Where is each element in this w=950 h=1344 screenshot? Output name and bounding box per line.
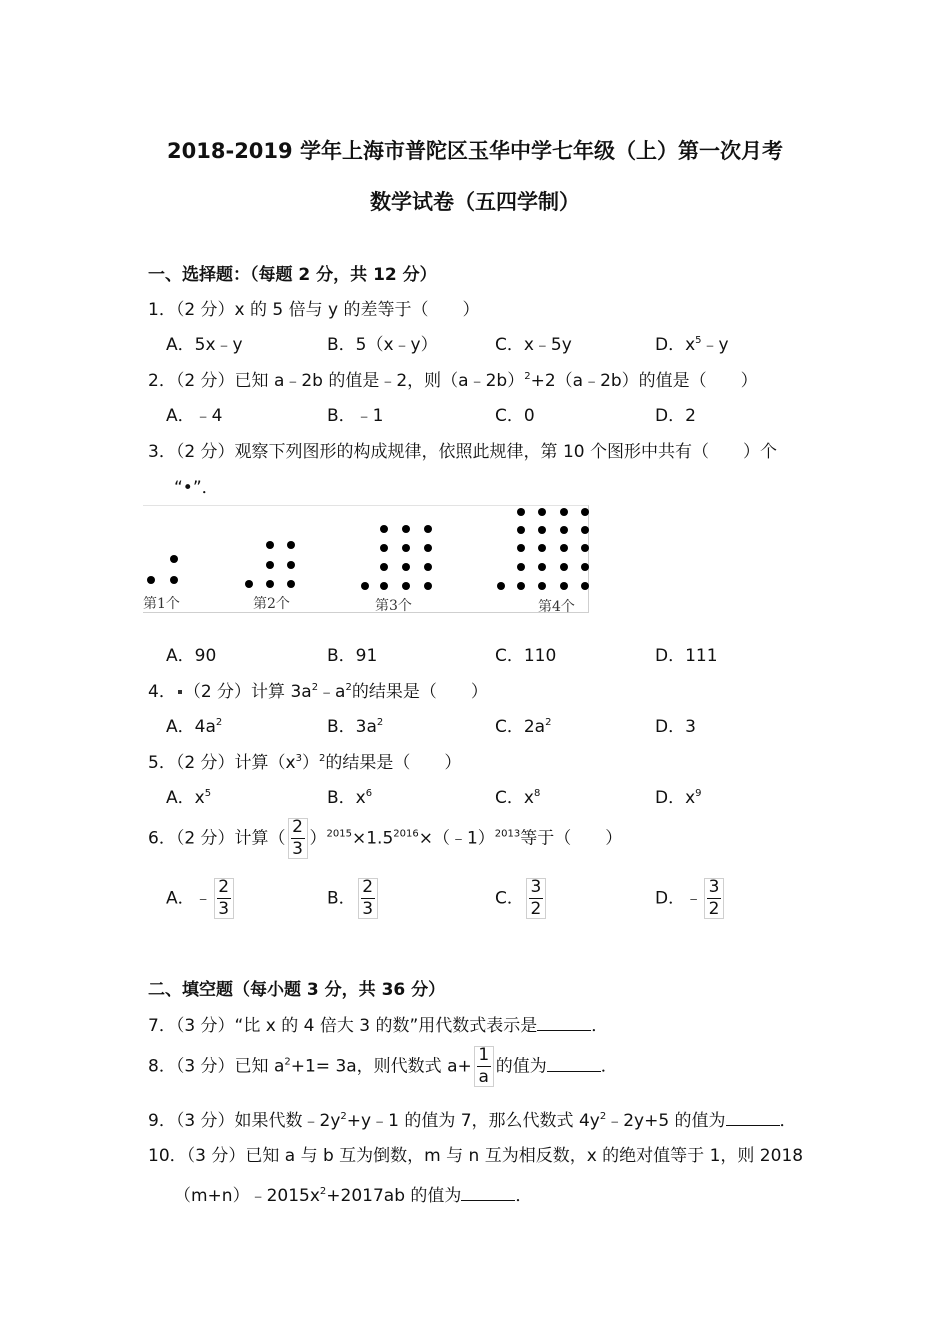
dot bbox=[581, 526, 589, 534]
dot bbox=[517, 508, 525, 516]
dot bbox=[581, 582, 589, 590]
q5-option-c: C．$x^8$ bbox=[495, 788, 541, 808]
question-6-stem: 6．（2 分）计算（ $\frac{2}{3}$ ）$^{2015}\times 1.5^{2016}\times(﹣1)^{2013}$等于（ ） bbox=[148, 817, 623, 859]
q6-option-c: C． $\frac{3}{2}$ bbox=[495, 878, 548, 919]
question-3-stem: 3．（2 分）观察下列图形的构成规律，依照此规律，第 10 个图形中共有（ ）个 bbox=[148, 442, 777, 462]
dot bbox=[517, 526, 525, 534]
dot bbox=[424, 525, 432, 533]
dot bbox=[538, 508, 546, 516]
q6-option-d: D．﹣ $\frac{3}{2}$ bbox=[655, 878, 726, 919]
question-2-stem: 2．（2 分）已知 a﹣2b 的值是﹣2，则（a﹣2b）$^2$+2（a﹣2b）的值是（ ） bbox=[148, 371, 758, 391]
section2-heading: 二、填空题（每小题 3 分，共 36 分） bbox=[148, 980, 446, 1000]
dot bbox=[581, 544, 589, 552]
answer-blank bbox=[461, 1185, 515, 1201]
question-10-stem-cont: $(m+n)﹣2015x^2+2017ab$ 的值为 ． bbox=[174, 1186, 533, 1206]
q4-option-b: B．$3a^2$ bbox=[327, 717, 384, 737]
dot-pattern-figure bbox=[143, 505, 589, 613]
q3-option-a: A．90 bbox=[166, 646, 217, 666]
q1-option-b: B．5（x﹣y） bbox=[327, 335, 438, 355]
question-10-stem: 10．（3 分）已知 a 与 b 互为倒数，m 与 n 互为相反数，x 的绝对值等于 1，则 2018 bbox=[148, 1146, 804, 1166]
doc-title-line2: 数学试卷（五四学制） bbox=[370, 190, 580, 214]
dot bbox=[287, 580, 295, 588]
q5-option-b: B．$x^6$ bbox=[327, 788, 373, 808]
dot bbox=[170, 555, 178, 563]
dot bbox=[538, 563, 546, 571]
q3-option-b: B．91 bbox=[327, 646, 378, 666]
dot bbox=[560, 508, 568, 516]
question-9-stem: 9．（3 分）如果代数$﹣2y^2+y﹣1$ 的值为 7，那么代数式 $4y^2﹣2y+5$ 的值为 ． bbox=[148, 1111, 797, 1131]
fraction: $\frac{3}{2}$ bbox=[704, 878, 724, 919]
q4-option-d: D．3 bbox=[655, 717, 696, 737]
answer-blank bbox=[537, 1015, 591, 1031]
dot bbox=[380, 563, 388, 571]
q3-option-d: D．111 bbox=[655, 646, 718, 666]
dot bbox=[287, 541, 295, 549]
q4-option-a: A．$4a^2$ bbox=[166, 717, 223, 737]
question-8-stem: 8．（3 分）已知 $a^2+1= 3a$，则代数式 a+ $\frac{1}{a}$ 的值为 ． bbox=[148, 1045, 618, 1087]
dot bbox=[560, 526, 568, 534]
dot bbox=[380, 544, 388, 552]
q2-option-c: C．0 bbox=[495, 406, 535, 426]
dot bbox=[266, 561, 274, 569]
question-1-stem: 1．（2 分）x 的 5 倍与 y 的差等于（ ） bbox=[148, 300, 480, 320]
dot bbox=[266, 541, 274, 549]
dot bbox=[517, 582, 525, 590]
dot bbox=[560, 563, 568, 571]
q6-option-b: B． $\frac{2}{3}$ bbox=[327, 878, 380, 919]
q2-option-a: A．﹣4 bbox=[166, 406, 223, 426]
dot bbox=[517, 563, 525, 571]
figure-border bbox=[143, 505, 589, 613]
scan-artifact bbox=[178, 690, 182, 694]
q2-option-d: D．2 bbox=[655, 406, 696, 426]
figure-label-4: 第4个 bbox=[538, 599, 575, 615]
dot bbox=[361, 582, 369, 590]
q1-option-d: D．$x^5﹣y$ bbox=[655, 335, 729, 355]
fraction: $\frac{2}{3}$ bbox=[288, 818, 308, 859]
doc-title-line1: 2018-2019 学年上海市普陀区玉华中学七年级（上）第一次月考 bbox=[167, 139, 783, 163]
dot bbox=[402, 544, 410, 552]
q5-option-a: A．$x^5$ bbox=[166, 788, 212, 808]
dot bbox=[581, 508, 589, 516]
dot bbox=[287, 561, 295, 569]
question-3-stem-cont: “•”． bbox=[174, 478, 219, 498]
q6-option-a: A．﹣ $\frac{2}{3}$ bbox=[166, 878, 236, 919]
fraction: $\frac{1}{a}$ bbox=[474, 1046, 494, 1087]
question-4-stem: 4． （2 分）计算 $3a^2﹣a^2$的结果是（ ） bbox=[148, 682, 488, 702]
dot bbox=[380, 525, 388, 533]
dot bbox=[497, 582, 505, 590]
fraction: $\frac{2}{3}$ bbox=[214, 878, 234, 919]
dot bbox=[245, 580, 253, 588]
dot bbox=[380, 582, 388, 590]
fraction: $\frac{3}{2}$ bbox=[526, 878, 546, 919]
q4-option-c: C．$2a^2$ bbox=[495, 717, 552, 737]
dot bbox=[538, 544, 546, 552]
q1-option-a: A．5x﹣y bbox=[166, 335, 243, 355]
answer-blank bbox=[726, 1110, 780, 1126]
dot bbox=[560, 582, 568, 590]
dot bbox=[402, 563, 410, 571]
figure-label-3: 第3个 bbox=[375, 598, 412, 614]
dot bbox=[424, 582, 432, 590]
dot bbox=[538, 526, 546, 534]
figure-label-1: 第1个 bbox=[143, 596, 180, 612]
dot bbox=[424, 544, 432, 552]
dot bbox=[560, 544, 568, 552]
dot bbox=[517, 544, 525, 552]
dot bbox=[402, 582, 410, 590]
fraction: $\frac{2}{3}$ bbox=[358, 878, 378, 919]
dot bbox=[424, 563, 432, 571]
section1-heading: 一、选择题：（每题 2 分，共 12 分） bbox=[148, 265, 437, 285]
q1-option-c: C．x﹣5y bbox=[495, 335, 572, 355]
dot bbox=[538, 582, 546, 590]
dot bbox=[147, 576, 155, 584]
dot bbox=[581, 563, 589, 571]
dot bbox=[170, 576, 178, 584]
answer-blank bbox=[547, 1056, 601, 1072]
q5-option-d: D．$x^9$ bbox=[655, 788, 702, 808]
q3-option-c: C．110 bbox=[495, 646, 557, 666]
figure-label-2: 第2个 bbox=[253, 596, 290, 612]
question-5-stem: 5．（2 分）计算$(x^3)^2$的结果是（ ） bbox=[148, 753, 462, 773]
dot bbox=[402, 525, 410, 533]
q2-option-b: B．﹣1 bbox=[327, 406, 384, 426]
dot bbox=[266, 580, 274, 588]
question-7-stem: 7．（3 分）“比 x 的 4 倍大 3 的数”用代数式表示是 ． bbox=[148, 1016, 609, 1036]
